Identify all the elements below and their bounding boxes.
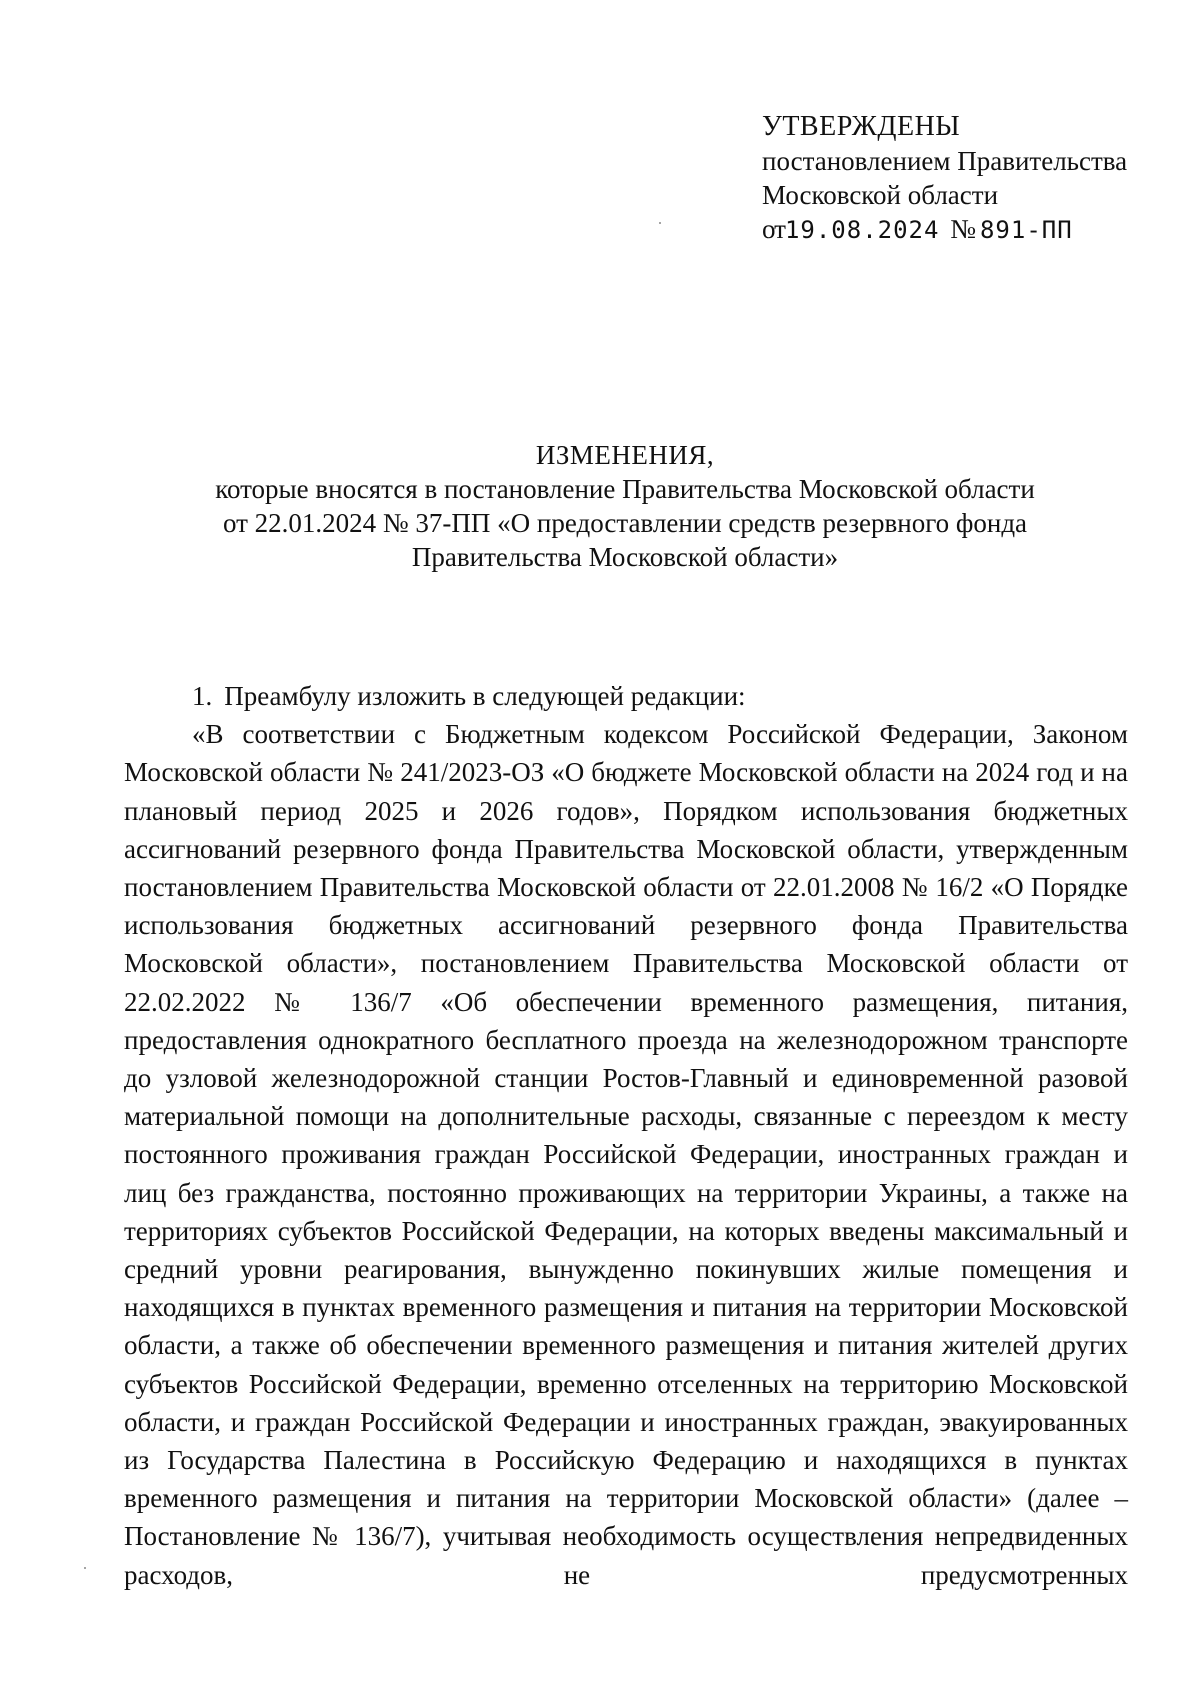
approval-line-decree: постановлением Правительства [762, 146, 1128, 176]
list-item-1 [124, 677, 1128, 715]
date-prefix: от [762, 214, 785, 244]
decree-date-line [762, 212, 1182, 247]
preamble-quote-paragraph: «В соответствии с Бюджетным кодексом Российской Федерации, Законом Московской области № 241/2023-ОЗ «О бюджете Московской области на 2024 год и на плановый период 2025 и 2026 годов», Порядком использования бюджетных ассигнований резервного фонда Правительства Московской области, утвержденным постановлением Правительства Московской области от 22.01.2008 № 16/2 «О Порядке использования бюджетных ассигнований резервного фонда Правительства Московской области», постановлением Правительства Московской области от 22.02.2022 № 136/7 «Об обеспечении временного размещения, питания, предоставления однократного бесплатного проезда на железнодорожном транспорте до узловой железнодорожной станции Ростов-Главный и единовременной разовой материальной помощи на дополнительные расходы, связанные с переездом к месту постоянного проживания граждан Российской Федерации, иностранных граждан и лиц без гражданства, постоянно проживающих на территории Украины, а также на территориях субъектов Российской Федерации, на которых введены максимальный и средний уровни реагирования, вынужденно покинувших жилые помещения и находящихся в пунктах временного размещения и питания на территории Московской области, а также об обеспечении временного размещения и питания жителей других субъектов Российской Федерации, временно отселенных на территорию Московской области, и граждан Российской Федерации и иностранных граждан, эвакуированных из Государства Палестина в Российскую Федерацию и находящихся в пунктах временного размещения и питания на территории Московской области» (далее – Постановление № 136/7), учитывая необходимость осуществления непредвиденных расходов, не предусмотренных [124, 719, 1128, 1590]
decree-number: 891-ПП [979, 216, 1073, 244]
decree-date: 19.08.2024 [784, 216, 940, 244]
document-heading [120, 438, 1130, 574]
heading-line-3: Правительства Московской области» [411, 542, 839, 572]
heading-title: ИЗМЕНЕНИЯ, [535, 440, 715, 470]
number-sign: № [950, 214, 976, 244]
scan-artifact-dot [84, 1567, 86, 1569]
heading-line-2: от 22.01.2024 № 37-ПП «О предоставлении средств резервного фонда [222, 508, 1028, 538]
item-number: 1. [192, 681, 213, 711]
approval-block [762, 110, 1182, 247]
heading-line-1: которые вносятся в постановление Правительства Московской области [215, 474, 1035, 504]
document-body [124, 677, 1128, 1594]
item-text: Преамбулу изложить в следующей редакции: [224, 681, 746, 711]
approved-title: УТВЕРЖДЕНЫ [762, 111, 961, 142]
approval-line-region: Московской области [762, 180, 999, 210]
scan-artifact-dot [659, 222, 661, 224]
